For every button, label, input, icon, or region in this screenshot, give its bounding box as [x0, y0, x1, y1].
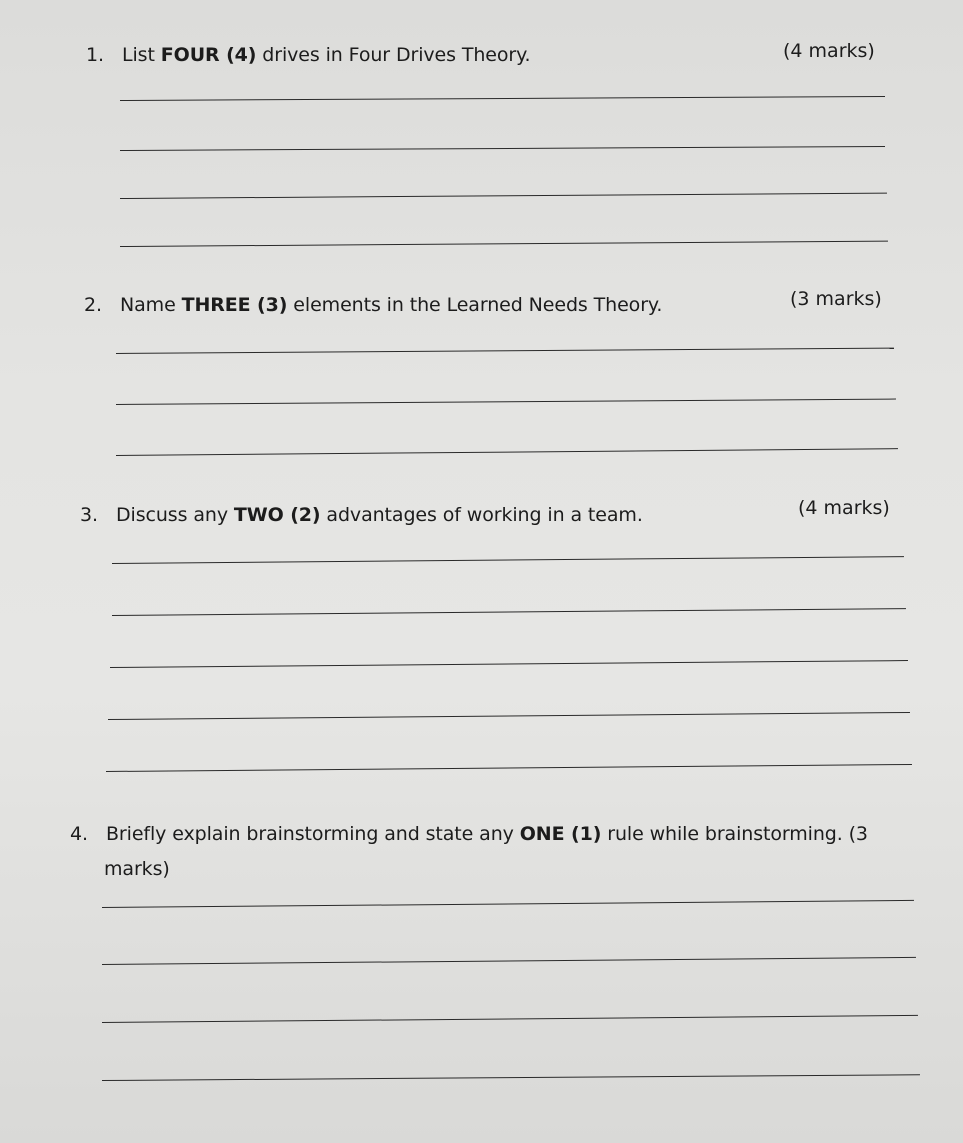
answer-line[interactable]	[112, 608, 906, 616]
question-emphasis: ONE (1)	[519, 823, 602, 845]
question-1	[86, 44, 531, 66]
answer-line[interactable]	[102, 1074, 920, 1081]
question-2	[84, 294, 662, 316]
question-text: elements in the Learned Needs Theory.	[287, 294, 663, 316]
question-number: 4.	[70, 823, 88, 845]
answer-line[interactable]	[102, 1015, 918, 1023]
answer-line[interactable]	[116, 348, 894, 354]
answer-line[interactable]	[116, 399, 896, 405]
question-number: 2.	[84, 294, 102, 316]
question-emphasis: THREE (3)	[181, 294, 288, 316]
question-text: Briefly explain brainstorming and state any	[106, 823, 520, 845]
question-4	[70, 823, 868, 845]
question-number: 3.	[80, 504, 98, 526]
answer-line[interactable]	[120, 193, 887, 199]
answer-line[interactable]	[120, 146, 885, 151]
question-emphasis: TWO (2)	[233, 504, 321, 526]
marks-label: (4 marks)	[798, 497, 890, 519]
answer-line[interactable]	[102, 957, 916, 965]
question-text: Discuss any	[116, 504, 234, 526]
answer-line[interactable]	[116, 448, 898, 456]
question-emphasis: FOUR (4)	[160, 44, 257, 66]
question-text: advantages of working in a team.	[320, 504, 643, 526]
marks-label: (4 marks)	[783, 40, 875, 62]
question-number: 1.	[86, 44, 104, 66]
answer-line[interactable]	[112, 556, 904, 564]
answer-line[interactable]	[120, 241, 888, 247]
question-text: rule while brainstorming. (3	[601, 823, 868, 845]
answer-line[interactable]	[110, 660, 908, 668]
marks-label: (3 marks)	[790, 288, 882, 310]
question-4-continuation: marks)	[104, 858, 170, 880]
answer-line[interactable]	[102, 900, 914, 908]
answer-line[interactable]	[106, 764, 912, 772]
question-3	[80, 504, 643, 526]
question-text: Name	[120, 294, 182, 316]
question-text: drives in Four Drives Theory.	[256, 44, 531, 66]
answer-line[interactable]	[108, 712, 910, 720]
answer-line[interactable]	[120, 96, 885, 101]
question-text: List	[122, 44, 161, 66]
